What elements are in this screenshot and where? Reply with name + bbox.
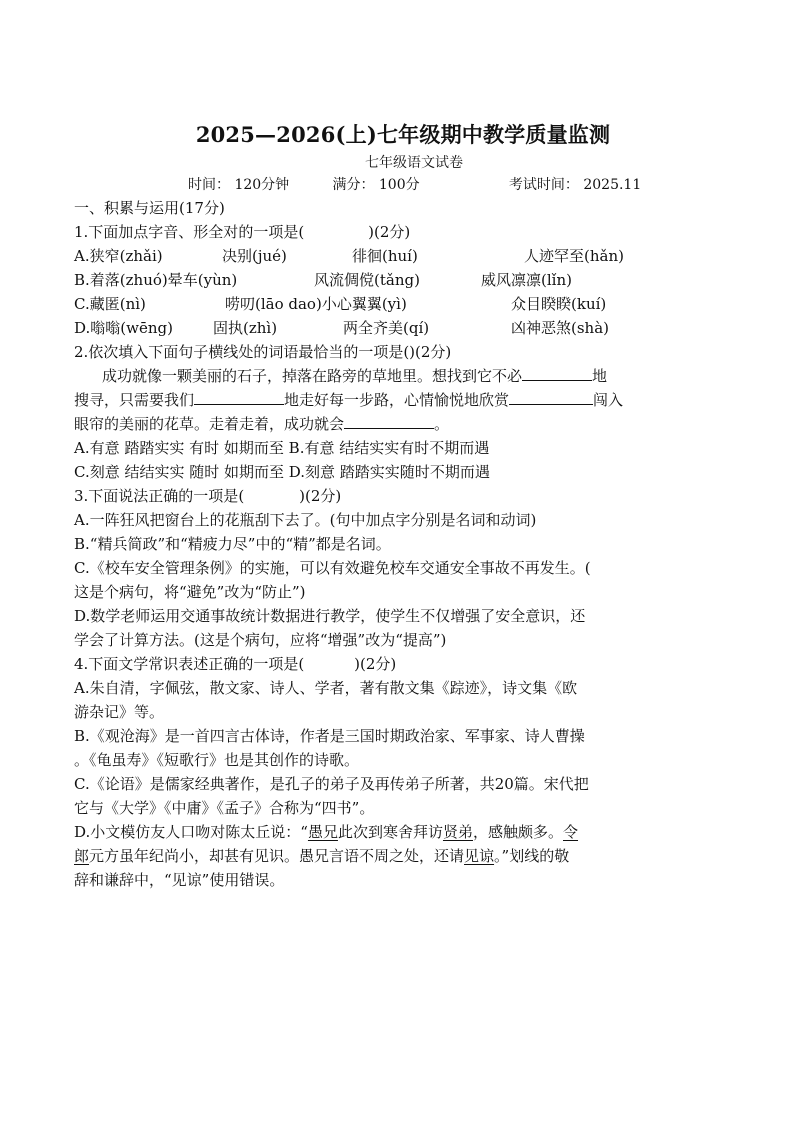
question-3-stem: 3.下面说法正确的一项是( )(2分) bbox=[74, 487, 342, 505]
underlined-term: 愚兄 bbox=[307, 823, 338, 841]
q4-option-c-line-2: 它与《大学》《中庸》《孟子》合称为“四书”。 bbox=[74, 799, 375, 817]
q2-options-cd: C.刻意 结结实实 随时 如期而至 D.刻意 踏踏实实随时不期而遇 bbox=[74, 463, 490, 481]
q3-option-d-line-2: 学会了计算方法。(这是个病句，应将“增强”改为“提高”) bbox=[74, 631, 447, 649]
q3-option-c-line-1: C.《校车安全管理条例》的实施，可以有效避免校车交通安全事故不再发生。( bbox=[74, 559, 591, 577]
exam-info bbox=[74, 174, 724, 196]
q4-option-d-line-2: 郎元方虽年纪尚小，却甚有见识。愚兄言语不周之处，还请见谅。”划线的敬 bbox=[74, 847, 570, 865]
q4-option-b-line-2: 。《龟虽寿》《短歌行》也是其创作的诗歌。 bbox=[74, 751, 360, 769]
question-1-stem: 1.下面加点字音、形全对的一项是( )(2分) bbox=[74, 223, 411, 241]
q1-option-c: C.藏匿(nì) 唠叨(lāo dao)小心翼翼(yì) 众目睽睽(kuí) bbox=[74, 295, 607, 313]
underlined-term: 贤弟 bbox=[442, 823, 473, 841]
q1-option-b: B.着落(zhuó)晕车(yùn) 风流倜傥(tǎng) 威风凛凛(lǐn) bbox=[74, 271, 572, 289]
q4-option-a-line-1: A.朱自清，字佩弦，散文家、诗人、学者，著有散文集《踪迹》，诗文集《欧 bbox=[74, 679, 578, 697]
q2-blank-2 bbox=[194, 390, 284, 405]
q2-passage-line-3: 眼帘的美丽的花草。走着走着，成功就会 。 bbox=[74, 415, 450, 433]
q2-blank-3 bbox=[509, 390, 593, 405]
section-heading: 一、积累与运用(17分) bbox=[74, 199, 225, 217]
underlined-term: 见谅 bbox=[464, 847, 495, 865]
q4-option-c-line-1: C.《论语》是儒家经典著作，是孔子的弟子及再传弟子所著，共20篇。宋代把 bbox=[74, 775, 589, 793]
q1-option-d: D.嗡嗡(wēng) 固执(zhì) 两全齐美(qí) 凶神恶煞(shà) bbox=[74, 319, 610, 337]
q2-options-ab: A.有意 踏踏实实 有时 如期而至 B.有意 结结实实有时不期而遇 bbox=[74, 439, 490, 457]
q3-option-c-line-2: 这是个病句，将“避免”改为“防止”) bbox=[74, 583, 306, 601]
q2-passage-line-2: 搜寻，只需要我们 地走好每一步路，心情愉悦地欣赏 闯入 bbox=[74, 391, 624, 409]
exam-page bbox=[74, 118, 724, 892]
score-label: 满分： 100分 bbox=[332, 177, 420, 193]
q3-option-d-line-1: D.数学老师运用交通事故统计数据进行教学，使学生不仅增强了安全意识，还 bbox=[74, 607, 586, 625]
q4-option-b-line-1: B.《观沧海》是一首四言古体诗，作者是三国时期政治家、军事家、诗人曹操 bbox=[74, 727, 585, 745]
q4-option-d-line-1: D.小文模仿友人口吻对陈太丘说：“愚兄此次到寒舍拜访贤弟，感触颇多。令 bbox=[74, 823, 579, 841]
q3-option-b: B.“精兵简政”和“精疲力尽”中的“精”都是名词。 bbox=[74, 535, 391, 553]
underlined-term: 令 bbox=[563, 823, 579, 841]
q2-blank-1 bbox=[522, 366, 592, 381]
q4-option-d-line-3: 辞和谦辞中，“见谅”使用错误。 bbox=[74, 871, 285, 889]
q2-passage-line-1: 成功就像一颗美丽的石子，掉落在路旁的草地里。想找到它不必 地 bbox=[102, 367, 608, 385]
exam-title: 2025—2026(上)七年级期中教学质量监测 bbox=[195, 122, 611, 147]
question-2-stem: 2.依次填入下面句子横线处的词语最恰当的一项是()(2分) bbox=[74, 343, 452, 361]
q2-blank-4 bbox=[344, 414, 434, 429]
question-4-stem: 4.下面文学常识表述正确的一项是( )(2分) bbox=[74, 655, 397, 673]
exam-subtitle: 七年级语文试卷 bbox=[365, 155, 463, 171]
q4-option-a-line-2: 游杂记》等。 bbox=[74, 703, 165, 721]
underlined-term: 郎 bbox=[74, 847, 90, 865]
time-label: 时间： 120分钟 bbox=[188, 177, 290, 193]
q3-option-a: A.一阵狂风把窗台上的花瓶刮下去了。(句中加点字分别是名词和动词) bbox=[74, 511, 537, 529]
q1-option-a: A.狭窄(zhǎi) 决别(jué) 徘徊(huí) 人迹罕至(hǎn) bbox=[74, 247, 624, 265]
date-label: 考试时间： 2025.11 bbox=[508, 177, 642, 193]
